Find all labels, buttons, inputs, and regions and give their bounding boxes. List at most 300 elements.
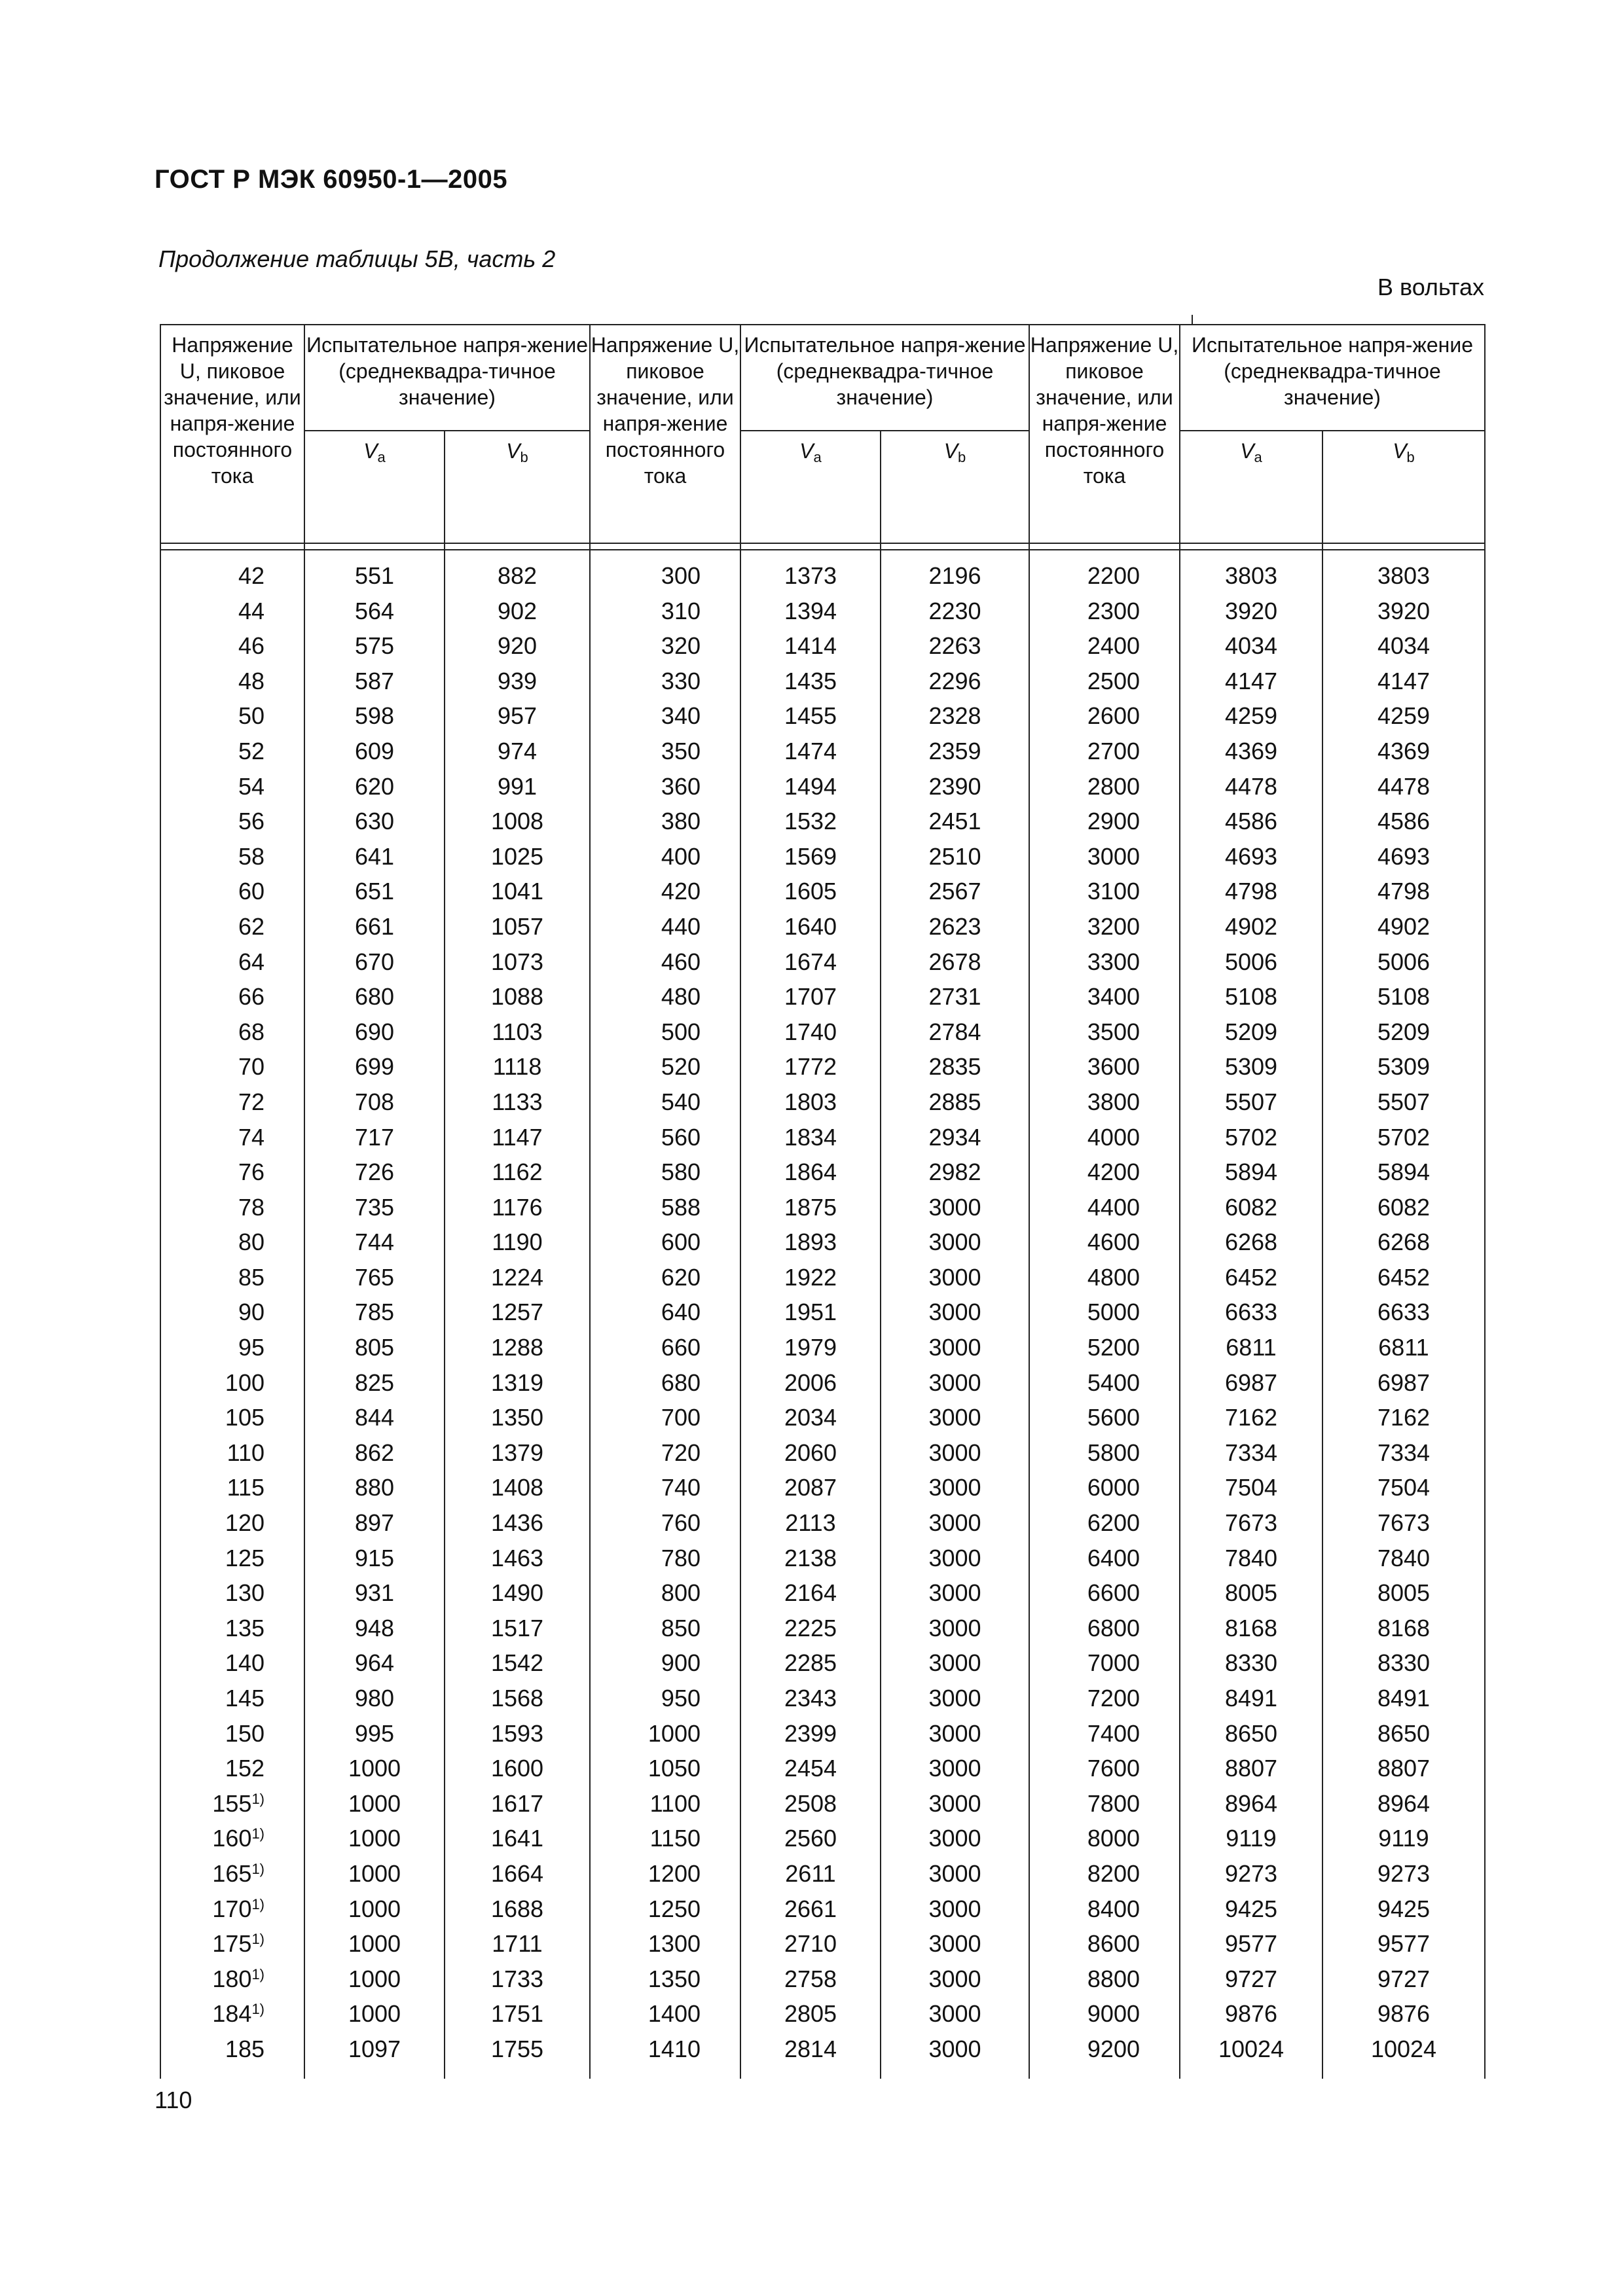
vb-cell <box>445 1225 590 1260</box>
voltage-cell <box>160 874 304 909</box>
vb-cell-value: 1688 <box>490 1895 544 1922</box>
vb-cell <box>445 944 590 980</box>
voltage-cell <box>160 1926 304 1962</box>
va-cell <box>1180 1470 1322 1505</box>
va-cell-value: 1000 <box>348 1965 401 1992</box>
vb-cell-value: 3000 <box>928 2035 981 2062</box>
footnote-marker: 1) <box>251 1931 264 1948</box>
vb-cell-value: 3000 <box>928 1789 981 1817</box>
voltage-cell <box>1029 1611 1180 1646</box>
tail-row <box>160 2067 1485 2079</box>
voltage-cell <box>590 594 740 629</box>
va-cell-value: 630 <box>354 808 395 835</box>
vb-cell-value: 6452 <box>1377 1263 1431 1291</box>
va-cell <box>1180 1751 1322 1786</box>
voltage-cell <box>160 804 304 839</box>
vb-cell-value: 3000 <box>928 1404 981 1431</box>
voltage-cell-value: 620 <box>661 1263 701 1291</box>
header-vb-2 <box>881 431 1029 543</box>
voltage-cell <box>1029 1786 1180 1821</box>
va-cell <box>304 1505 445 1541</box>
vb-cell-value: 5507 <box>1377 1088 1431 1115</box>
vb-cell <box>881 1926 1029 1962</box>
table-row <box>160 1435 1485 1471</box>
voltage-cell <box>1029 1962 1180 1997</box>
vb-cell-value: 1755 <box>490 2035 544 2062</box>
voltage-cell-value: 44 <box>238 597 264 624</box>
va-cell-value: 4147 <box>1224 667 1278 694</box>
vb-cell <box>881 1611 1029 1646</box>
vb-cell-value: 7673 <box>1377 1509 1431 1537</box>
vb-cell-value: 1711 <box>492 1930 543 1958</box>
table-row <box>160 734 1485 769</box>
voltage-cell-value: 2200 <box>1087 562 1140 589</box>
vb-cell-value: 974 <box>497 737 538 764</box>
va-cell-value: 8005 <box>1224 1579 1278 1607</box>
voltage-cell-value: 6200 <box>1087 1509 1140 1537</box>
voltage-cell <box>590 1645 740 1681</box>
va-cell-value: 9577 <box>1224 1930 1278 1958</box>
va-cell <box>740 1049 881 1085</box>
vb-cell-value: 1319 <box>490 1369 544 1396</box>
voltage-cell <box>1029 1330 1180 1365</box>
voltage-cell-value: 340 <box>661 702 701 730</box>
va-cell <box>1180 628 1322 664</box>
vb-cell <box>881 1190 1029 1225</box>
vb-cell-value: 3000 <box>928 1439 981 1466</box>
vb-cell-value: 3000 <box>928 1229 981 1256</box>
va-cell <box>304 1892 445 1927</box>
vb-cell <box>445 1435 590 1471</box>
va-cell-value: 4259 <box>1224 702 1278 730</box>
vb-cell-value: 1057 <box>490 912 544 940</box>
voltage-cell <box>590 1365 740 1401</box>
vb-cell-value: 2731 <box>928 983 981 1011</box>
va-cell-value: 9273 <box>1224 1859 1278 1887</box>
table-row <box>160 1120 1485 1155</box>
va-cell <box>304 628 445 664</box>
va-cell <box>740 558 881 594</box>
voltage-cell <box>160 1856 304 1892</box>
va-cell-value: 1605 <box>784 878 837 905</box>
vb-cell <box>445 1645 590 1681</box>
vb-cell-value: 1133 <box>492 1088 543 1115</box>
va-cell-value: 4034 <box>1224 632 1278 660</box>
va-cell-value: 1707 <box>784 983 837 1011</box>
va-cell-value: 5209 <box>1224 1018 1278 1045</box>
va-cell-value: 6987 <box>1224 1369 1278 1396</box>
va-cell <box>740 1681 881 1716</box>
voltage-cell-value: 56 <box>238 808 264 835</box>
va-cell <box>1180 1295 1322 1330</box>
voltage-cell <box>1029 1575 1180 1611</box>
voltage-cell <box>590 1049 740 1085</box>
voltage-cell-value: 1250 <box>647 1895 701 1922</box>
va-subscript: a <box>813 449 822 465</box>
va-cell <box>740 1645 881 1681</box>
va-cell <box>1180 804 1322 839</box>
va-cell-value: 8650 <box>1224 1719 1278 1747</box>
voltage-cell <box>590 874 740 909</box>
vb-cell-value: 5006 <box>1377 948 1431 975</box>
footnote-marker: 1) <box>251 1965 264 1982</box>
vb-cell <box>445 1856 590 1892</box>
va-cell-value: 9876 <box>1224 2000 1278 2028</box>
spacer-row <box>160 550 1485 558</box>
vb-cell-value: 3000 <box>928 1193 981 1221</box>
vb-cell-value: 2451 <box>928 808 981 835</box>
header-voltage-col-3: Напряжение U, пиковое значение, или напря-жение постоянного тока <box>1029 324 1180 543</box>
va-cell <box>1180 664 1322 699</box>
voltage-cell <box>160 1400 304 1435</box>
voltage-cell <box>1029 1892 1180 1927</box>
voltage-cell-value: 8200 <box>1087 1859 1140 1887</box>
vb-cell <box>1322 1962 1485 1997</box>
va-cell <box>740 1856 881 1892</box>
header-voltage-col-1: Напряжение U, пиковое значение, или напря-жение постоянного тока <box>160 324 304 543</box>
voltage-cell <box>1029 1505 1180 1541</box>
header-va-1 <box>304 431 445 543</box>
voltage-cell-value: 800 <box>661 1579 701 1607</box>
vb-cell-value: 920 <box>497 632 538 660</box>
va-cell-value: 575 <box>354 632 395 660</box>
va-cell-value: 735 <box>354 1193 395 1221</box>
voltage-cell-value: 1410 <box>647 2035 701 2062</box>
vb-cell-value: 3000 <box>928 1930 981 1958</box>
vb-cell <box>1322 944 1485 980</box>
va-cell <box>304 1575 445 1611</box>
vb-cell-value: 991 <box>497 772 538 800</box>
vb-cell <box>1322 1330 1485 1365</box>
vb-cell-value: 2196 <box>928 562 981 589</box>
vb-cell-value: 2567 <box>928 878 981 905</box>
va-cell <box>304 1541 445 1576</box>
voltage-cell <box>590 1926 740 1962</box>
va-cell <box>1180 1014 1322 1050</box>
va-cell-value: 1875 <box>784 1193 837 1221</box>
va-cell <box>1180 1085 1322 1120</box>
vb-cell-value: 2982 <box>928 1158 981 1186</box>
voltage-cell <box>590 1295 740 1330</box>
voltage-cell-value: 62 <box>238 912 264 940</box>
vb-cell <box>1322 1049 1485 1085</box>
va-cell <box>304 1821 445 1856</box>
va-cell-value: 1674 <box>784 948 837 975</box>
va-cell <box>304 909 445 944</box>
va-label: V <box>363 439 378 463</box>
footnote-marker: 1) <box>251 1860 264 1877</box>
voltage-cell-value: 60 <box>238 878 264 905</box>
va-cell <box>304 1190 445 1225</box>
voltage-cell-value: 110 <box>227 1439 264 1466</box>
voltage-cell-value: 130 <box>225 1579 264 1607</box>
voltage-cell-value: 185 <box>225 2035 264 2062</box>
table-row <box>160 698 1485 734</box>
voltage-cell-value: 1100 <box>649 1789 701 1817</box>
vb-cell-value: 1162 <box>492 1158 543 1186</box>
va-cell-value: 651 <box>354 878 395 905</box>
va-cell <box>304 1751 445 1786</box>
voltage-cell <box>1029 769 1180 804</box>
vb-cell <box>1322 1996 1485 2032</box>
vb-subscript: b <box>1406 449 1415 465</box>
voltage-cell-value: 2900 <box>1087 808 1140 835</box>
vb-cell-value: 1041 <box>490 878 544 905</box>
vb-cell-value: 1463 <box>490 1544 544 1571</box>
vb-cell <box>1322 1645 1485 1681</box>
voltage-cell <box>1029 1400 1180 1435</box>
va-cell-value: 5309 <box>1224 1053 1278 1081</box>
table-row <box>160 1892 1485 1927</box>
vb-cell <box>881 1085 1029 1120</box>
va-cell <box>304 1225 445 1260</box>
vb-cell-value: 3000 <box>928 2000 981 2028</box>
footnote-marker: 1) <box>251 1825 264 1842</box>
va-cell-value: 2087 <box>784 1474 837 1501</box>
table-row <box>160 839 1485 874</box>
voltage-cell <box>1029 804 1180 839</box>
va-cell-value: 2661 <box>784 1895 837 1922</box>
va-cell <box>304 839 445 874</box>
voltage-cell <box>160 979 304 1014</box>
table-row <box>160 1049 1485 1085</box>
va-cell <box>1180 1260 1322 1295</box>
vb-cell-value: 8807 <box>1377 1755 1431 1782</box>
va-cell <box>1180 1611 1322 1646</box>
vb-cell-value: 957 <box>497 702 538 730</box>
voltage-cell <box>590 1786 740 1821</box>
spacer-cell <box>160 550 304 558</box>
voltage-cell-value: 3000 <box>1087 842 1140 870</box>
va-cell <box>304 1085 445 1120</box>
va-cell-value: 862 <box>354 1439 395 1466</box>
vb-cell-value: 6811 <box>1378 1334 1429 1361</box>
va-cell-value: 6452 <box>1224 1263 1278 1291</box>
voltage-cell <box>1029 1155 1180 1190</box>
header-va-3 <box>1180 431 1322 543</box>
vb-cell <box>1322 1575 1485 1611</box>
vb-cell <box>881 1120 1029 1155</box>
vb-subscript: b <box>520 449 528 465</box>
vb-cell <box>1322 594 1485 629</box>
va-cell <box>1180 1575 1322 1611</box>
voltage-cell <box>590 698 740 734</box>
va-cell <box>740 734 881 769</box>
vb-cell-value: 8650 <box>1377 1719 1431 1747</box>
va-subscript: a <box>377 449 386 465</box>
header-test-voltage-1: Испытательное напря-жение (среднеквадра-тичное значение) <box>304 324 590 431</box>
vb-cell-value: 3000 <box>928 1649 981 1677</box>
table-row <box>160 1926 1485 1962</box>
vb-cell-value: 2784 <box>928 1018 981 1045</box>
va-cell-value: 9425 <box>1224 1895 1278 1922</box>
voltage-cell-value: 85 <box>238 1263 264 1291</box>
voltage-cell-value: 700 <box>661 1404 701 1431</box>
vb-cell-value: 9425 <box>1377 1895 1431 1922</box>
table-row <box>160 1400 1485 1435</box>
vb-cell <box>1322 1295 1485 1330</box>
va-cell-value: 2164 <box>784 1579 837 1607</box>
vb-cell-value: 1436 <box>490 1509 544 1537</box>
vb-cell-value: 5209 <box>1377 1018 1431 1045</box>
va-cell <box>740 1996 881 2032</box>
voltage-cell-value: 4000 <box>1087 1123 1140 1151</box>
va-cell <box>304 769 445 804</box>
va-cell-value: 1893 <box>784 1229 837 1256</box>
va-cell <box>740 1575 881 1611</box>
vb-cell <box>445 1541 590 1576</box>
footnote-marker: 1) <box>251 2001 264 2018</box>
vb-cell-value: 1147 <box>492 1123 543 1151</box>
separator-cell <box>160 543 304 550</box>
va-cell <box>1180 1962 1322 1997</box>
voltage-cell <box>160 734 304 769</box>
table-row <box>160 1330 1485 1365</box>
vb-cell-value: 1600 <box>490 1755 544 1782</box>
va-cell <box>304 558 445 594</box>
voltage-cell-value: 420 <box>661 878 701 905</box>
voltage-cell-value: 2500 <box>1087 667 1140 694</box>
voltage-cell-value: 320 <box>661 632 701 660</box>
tail-cell <box>740 2067 881 2079</box>
vb-cell-value: 10024 <box>1370 2035 1437 2062</box>
footnote-marker: 1) <box>251 1790 264 1807</box>
vb-cell-value: 3000 <box>928 1825 981 1852</box>
voltage-cell-value: 9200 <box>1087 2035 1140 2062</box>
vb-cell <box>881 1225 1029 1260</box>
vb-cell-value: 3000 <box>928 1859 981 1887</box>
vb-cell-value: 3000 <box>928 1965 981 1992</box>
vb-cell <box>445 1330 590 1365</box>
va-cell-value: 4586 <box>1224 808 1278 835</box>
va-cell <box>304 698 445 734</box>
va-cell-value: 1864 <box>784 1158 837 1186</box>
voltage-cell-value: 4200 <box>1087 1158 1140 1186</box>
vb-cell-value: 6987 <box>1377 1369 1431 1396</box>
vb-cell-value: 1664 <box>490 1859 544 1887</box>
voltage-cell-value: 170 <box>212 1895 252 1922</box>
vb-subscript: b <box>958 449 966 465</box>
va-cell-value: 699 <box>354 1053 395 1081</box>
va-cell-value: 1000 <box>348 1859 401 1887</box>
va-label: V <box>799 439 814 463</box>
voltage-cell <box>160 1435 304 1471</box>
voltage-cell <box>160 1225 304 1260</box>
vb-cell <box>445 1190 590 1225</box>
voltage-cell <box>590 1225 740 1260</box>
table-row <box>160 1751 1485 1786</box>
voltage-cell-value: 500 <box>661 1018 701 1045</box>
table-row <box>160 558 1485 594</box>
voltage-cell-value: 160 <box>212 1825 252 1852</box>
vb-cell-value: 1490 <box>490 1579 544 1607</box>
voltage-cell <box>590 1821 740 1856</box>
vb-cell <box>1322 839 1485 874</box>
va-cell-value: 2758 <box>784 1965 837 1992</box>
vb-cell <box>445 1014 590 1050</box>
separator-cell <box>1322 543 1485 550</box>
vb-cell <box>881 839 1029 874</box>
table-row <box>160 1505 1485 1541</box>
va-cell-value: 7840 <box>1224 1544 1278 1571</box>
table-row <box>160 2032 1485 2067</box>
va-cell <box>1180 1892 1322 1927</box>
va-cell-value: 1951 <box>784 1299 837 1326</box>
voltage-cell <box>590 1085 740 1120</box>
va-cell-value: 5006 <box>1224 948 1278 975</box>
voltage-cell <box>590 1435 740 1471</box>
table-row <box>160 1645 1485 1681</box>
voltage-cell-value: 76 <box>238 1158 264 1186</box>
va-cell <box>1180 1330 1322 1365</box>
voltage-cell-value: 5600 <box>1087 1404 1140 1431</box>
vb-cell <box>881 2032 1029 2067</box>
vb-cell <box>881 698 1029 734</box>
voltage-cell <box>160 1575 304 1611</box>
table-top-tick <box>1192 315 1193 324</box>
vb-cell <box>881 874 1029 909</box>
vb-cell <box>1322 1225 1485 1260</box>
vb-cell <box>881 1892 1029 1927</box>
header-vb-3 <box>1322 431 1485 543</box>
va-cell <box>740 1926 881 1962</box>
voltage-cell-value: 588 <box>661 1193 701 1221</box>
voltage-cell-value: 52 <box>238 737 264 764</box>
voltage-cell-value: 3100 <box>1087 878 1140 905</box>
voltage-cell-value: 7800 <box>1087 1789 1140 1817</box>
spacer-cell <box>445 550 590 558</box>
va-cell <box>304 1681 445 1716</box>
vb-cell-value: 2263 <box>928 632 981 660</box>
vb-cell-value: 1257 <box>490 1299 544 1326</box>
vb-cell-value: 3000 <box>928 1299 981 1326</box>
va-cell-value: 8168 <box>1224 1614 1278 1641</box>
va-cell <box>740 1365 881 1401</box>
vb-cell <box>445 1049 590 1085</box>
voltage-cell <box>590 1470 740 1505</box>
vb-cell-value: 9577 <box>1377 1930 1431 1958</box>
vb-cell <box>445 558 590 594</box>
voltage-cell-value: 460 <box>661 948 701 975</box>
va-cell-value: 1740 <box>784 1018 837 1045</box>
voltage-cell-value: 760 <box>661 1509 701 1537</box>
voltage-cell <box>160 1120 304 1155</box>
voltage-cell-value: 5000 <box>1087 1299 1140 1326</box>
va-cell <box>740 1786 881 1821</box>
va-cell <box>740 1962 881 1997</box>
separator-cell <box>881 543 1029 550</box>
va-cell-value: 2560 <box>784 1825 837 1852</box>
vb-cell <box>881 558 1029 594</box>
separator-cell <box>304 543 445 550</box>
voltage-cell-value: 2800 <box>1087 772 1140 800</box>
va-cell <box>740 1225 881 1260</box>
voltage-cell-value: 155 <box>212 1789 252 1817</box>
voltage-cell-value: 8600 <box>1087 1930 1140 1958</box>
vb-cell-value: 1593 <box>490 1719 544 1747</box>
va-cell-value: 2399 <box>784 1719 837 1747</box>
vb-cell-value: 2390 <box>928 772 981 800</box>
vb-cell-value: 3000 <box>928 1685 981 1712</box>
vb-cell-value: 1288 <box>490 1334 544 1361</box>
vb-cell <box>445 1400 590 1435</box>
voltage-cell <box>160 1541 304 1576</box>
voltage-cell <box>590 909 740 944</box>
table-row <box>160 1365 1485 1401</box>
voltage-cell-value: 300 <box>661 562 701 589</box>
voltage-cell-value: 180 <box>212 1965 252 1992</box>
voltage-cell-value: 1150 <box>649 1825 701 1852</box>
